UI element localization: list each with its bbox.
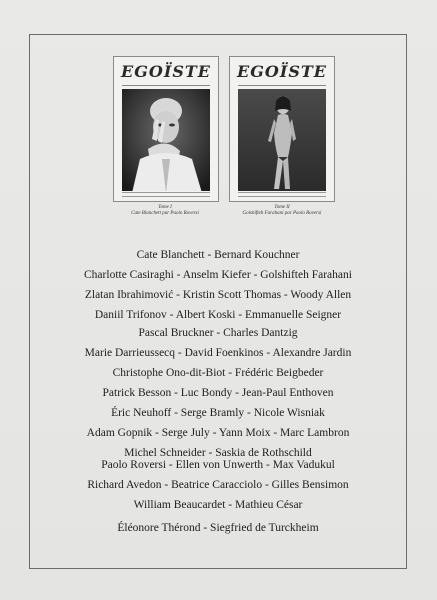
contributors-line: Cate Blanchett - Bernard Kouchner [136, 249, 300, 261]
contributors-line: Zlatan Ibrahimović - Kristin Scott Thomas - Woody Allen [84, 289, 352, 301]
magazine-cover-tome-2 [229, 56, 335, 202]
contributors-line: Patrick Besson - Luc Bondy - Jean-Paul Enthoven [102, 387, 334, 399]
caption-credit: Golshifteh Farahani par Paolo Roversi [242, 211, 322, 216]
contributors-group-1 [29, 245, 407, 325]
contributors-line: Paolo Roversi - Ellen von Unwerth - Max Vadukul [101, 459, 335, 471]
cover-masthead: EGOÏSTE [237, 62, 327, 81]
cover-photo-figure [238, 89, 326, 191]
caption-credit: Cate Blanchett par Paolo Roversi [131, 211, 199, 216]
cover-masthead: EGOÏSTE [121, 62, 211, 81]
contributors-line: Éléonore Thérond - Siegfried de Turckheim [117, 522, 319, 534]
caption-tome-label: Tome II [274, 205, 290, 210]
caption-tome-label: Tome I [158, 205, 172, 210]
cover-rule [122, 192, 210, 197]
contributors-line: Christophe Ono-dit-Biot - Frédéric Beigbeder [112, 367, 324, 379]
cover-photo-portrait [122, 89, 210, 191]
contributors-line: William Beaucardet - Mathieu César [133, 499, 303, 511]
contributors-line: Pascal Bruckner - Charles Dantzig [138, 327, 298, 339]
contributors-line: Adam Gopnik - Serge July - Yann Moix - Marc Lambron [86, 427, 350, 439]
contributors-group-4 [29, 518, 407, 538]
contributors-group-3 [29, 455, 407, 515]
cover-rule [238, 192, 326, 197]
contributors-line: Daniil Trifonov - Albert Koski - Emmanuelle Seigner [94, 309, 342, 321]
contributors-group-2 [29, 323, 407, 463]
cover-caption-tome-2 [227, 205, 337, 217]
contributors-line: Michel Schneider - Saskia de Rothschild [124, 447, 312, 459]
cover-caption-tome-1 [110, 205, 220, 217]
contributors-line: Richard Avedon - Beatrice Caracciolo - Gilles Bensimon [87, 479, 349, 491]
contributors-line: Marie Darrieussecq - David Foenkinos - Alexandre Jardin [84, 347, 352, 359]
magazine-cover-tome-1 [113, 56, 219, 202]
contributors-line: Éric Neuhoff - Serge Bramly - Nicole Wisniak [111, 407, 325, 419]
contributors-line: Charlotte Casiraghi - Anselm Kiefer - Golshifteh Farahani [84, 269, 352, 281]
